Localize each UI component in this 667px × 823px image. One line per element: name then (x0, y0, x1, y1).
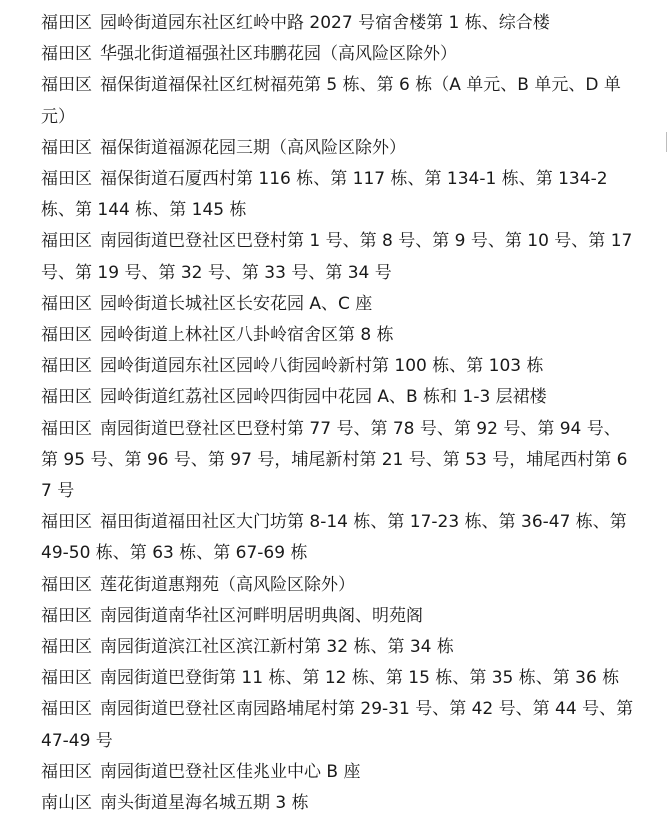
list-item (41, 632, 637, 663)
list-item (41, 8, 637, 39)
list-item (41, 133, 637, 164)
list-item (41, 382, 637, 413)
location-text: 南园街道巴登社区南园路埔尾村第 29-31 号、第 42 号、第 44 号、第 47-49 号 (41, 699, 634, 751)
list-item (41, 788, 637, 819)
district-label: 福田区 (41, 574, 92, 595)
list-item (41, 694, 637, 756)
district-label: 福田区 (41, 169, 92, 190)
location-text: 园岭街道长城社区长安花园 A、C 座 (100, 293, 373, 314)
location-text: 福田街道福田社区大门坊第 8-14 栋、第 17-23 栋、第 36-47 栋、第 49-50 栋、第 63 栋、第 67-69 栋 (41, 512, 627, 564)
location-text: 南园街道滨江社区滨江新村第 32 栋、第 34 栋 (100, 637, 454, 658)
location-text: 园岭街道上林社区八卦岭宿舍区第 8 栋 (100, 325, 394, 346)
list-item (41, 601, 637, 632)
district-label: 福田区 (41, 75, 92, 96)
district-label: 南山区 (41, 793, 92, 814)
location-text: 南园街道南华社区河畔明居明典阁、明苑阁 (100, 605, 423, 626)
list-item (41, 757, 637, 788)
district-label: 福田区 (41, 637, 92, 658)
list-item (41, 351, 637, 382)
district-label: 福田区 (41, 293, 92, 314)
list-item (41, 226, 637, 288)
district-label: 福田区 (41, 668, 92, 689)
list-item (41, 289, 637, 320)
location-text: 南园街道巴登社区巴登村第 77 号、第 78 号、第 92 号、第 94 号、第 95 号、第 96 号、第 97 号，埔尾新村第 21 号、第 53 号，埔尾西村第 67 号 (41, 418, 628, 502)
list-item (41, 39, 637, 70)
list-item (41, 414, 637, 508)
district-label: 福田区 (41, 231, 92, 252)
location-text: 福保街道福源花园三期（高风险区除外） (100, 137, 406, 158)
list-item (41, 164, 637, 226)
location-text: 南园街道巴登社区巴登村第 1 号、第 8 号、第 9 号、第 10 号、第 17 号、第 19 号、第 32 号、第 33 号、第 34 号 (41, 231, 633, 283)
location-text: 福保街道石厦西村第 116 栋、第 117 栋、第 134-1 栋、第 134-2 栋、第 144 栋、第 145 栋 (41, 169, 608, 221)
list-item (41, 320, 637, 351)
district-label: 福田区 (41, 761, 92, 782)
location-text: 华强北街道福强社区玮鹏花园（高风险区除外） (100, 44, 457, 65)
list-item (41, 507, 637, 569)
district-label: 福田区 (41, 356, 92, 377)
district-label: 福田区 (41, 13, 92, 33)
location-text: 莲花街道惠翔苑（高风险区除外） (100, 574, 355, 595)
list-item (41, 570, 637, 601)
risk-area-list (41, 8, 637, 819)
list-item (41, 663, 637, 694)
location-text: 南园街道巴登社区佳兆业中心 B 座 (100, 761, 361, 782)
district-label: 福田区 (41, 605, 92, 626)
district-label: 福田区 (41, 137, 92, 158)
location-text: 园岭街道红荔社区园岭四街园中花园 A、B 栋和 1-3 层裙楼 (100, 387, 547, 408)
district-label: 福田区 (41, 44, 92, 65)
district-label: 福田区 (41, 512, 92, 533)
district-label: 福田区 (41, 387, 92, 408)
district-label: 福田区 (41, 699, 92, 720)
location-text: 园岭街道园东社区红岭中路 2027 号宿舍楼第 1 栋、综合楼 (100, 13, 550, 33)
location-text: 园岭街道园东社区园岭八街园岭新村第 100 栋、第 103 栋 (100, 356, 544, 377)
district-label: 福田区 (41, 325, 92, 346)
list-item (41, 70, 637, 132)
location-text: 南头街道星海名城五期 3 栋 (100, 793, 309, 814)
location-text: 福保街道福保社区红树福苑第 5 栋、第 6 栋（A 单元、B 单元、D 单元） (41, 75, 621, 127)
district-label: 福田区 (41, 418, 92, 439)
location-text: 南园街道巴登街第 11 栋、第 12 栋、第 15 栋、第 35 栋、第 36 栋 (100, 668, 620, 689)
